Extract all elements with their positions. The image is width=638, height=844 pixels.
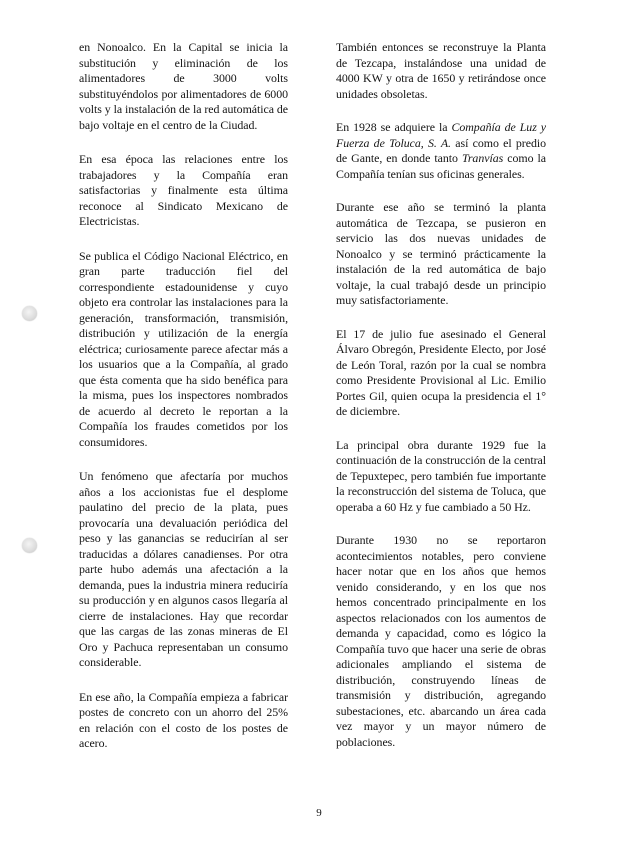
company-name: Tranvías	[461, 151, 504, 165]
text-run: En 1928 se adquiere la	[336, 120, 452, 134]
paragraph: Se publica el Código Nacional Eléctrico, en gran parte traducción fiel del correspondiente estadounidense y cuyo objeto era controlar las instalaciones para la generación, transformación, transmisión, distribución y utilización de la energía eléctrica; curiosamente parece afectar más a los usuarios que a la Compañía, al grado que ésta comenta que ha sido benéfica para la misma, pues los inspectores nombrados de acuerdo al decreto le reportan a la Compañía los fraudes cometidos por los consumidores.	[79, 248, 288, 449]
paragraph: Un fenómeno que afectaría por muchos años a los accionistas fue el desplome paulatino del precio de la plata, pues provocaría una devaluación periódica del peso y las ganancias se reducirían al ser traducidas a dólares canadienses. Por otra parte hubo además una afectación a la demanda, pues la industria minera reduciría su producción y en algunos casos llegaría al cierre de instalaciones. Hay que recordar que las cargas de las zonas mineras de El Oro y Pachuca representaban un consumo considerable.	[79, 469, 288, 669]
paragraph: Durante 1930 no se reportaron acontecimientos notables, pero conviene hacer notar que en los años que hemos venido considerando, y en los que nos hemos concentrado principalmente en los aspectos relacionados con los aumentos de demanda y capacidad, como es lógico la Compañía tuvo que hacer una serie de obras adicionales ampliando el sistema de distribución, construyendo líneas de transmisión y distribución, agregando subestaciones, etc. abarcando un área cada vez mayor y un mayor número de poblaciones.	[336, 533, 546, 749]
company-name: Compañía de Luz y Fuerza de Toluca, S. A.	[336, 120, 546, 150]
paragraph: La principal obra durante 1929 fue la continuación de la construcción de la central de Tepuxtepec, pero también fue importante la reconstrucción del sistema de Toluca, que operaba a 60 Hz y fue cambiado a 50 Hz.	[336, 437, 546, 514]
paragraph: El 17 de julio fue asesinado el General Álvaro Obregón, Presidente Electo, por José de León Toral, razón por la cual se nombra como Presidente Provisional al Lic. Emilio Portes Gil, quien ocupa la presidencia el 1° de diciembre.	[336, 326, 546, 418]
right-text-column	[336, 40, 546, 768]
punch-hole-mark	[22, 306, 37, 321]
text-run: así como el predio de Gante, en donde tanto	[336, 135, 546, 165]
paragraph: En ese año, la Compañía empieza a fabricar postes de concreto con un ahorro del 25% en relación con el costo de los postes de acero.	[79, 689, 288, 750]
paragraph	[336, 120, 546, 182]
paragraph: También entonces se reconstruye la Planta de Tezcapa, instalándose una unidad de 4000 KW y otra de 1650 y retirándose once unidades obsoletas.	[336, 40, 546, 101]
paragraph: Durante ese año se terminó la planta automática de Tezcapa, se pusieron en servicio las dos nuevas unidades de Nonoalco y se terminó prácticamente la instalación de la red automática de bajo voltaje, la cual trabajó desde un principio muy satisfactoriamente.	[336, 200, 546, 307]
punch-hole-mark	[22, 538, 37, 553]
left-text-column	[79, 40, 288, 771]
paragraph: en Nonoalco. En la Capital se inicia la substitución y eliminación de los alimentadores de 3000 volts substituyéndolos por alimentadores de 6000 volts y la instalación de la red automática de bajo voltaje en el centro de la Ciudad.	[79, 40, 289, 132]
paragraph: En esa época las relaciones entre los trabajadores y la Compañía eran satisfactorias y finalmente esta última reconoce al Sindicato Mexicano de Electricistas.	[79, 152, 288, 228]
page-number: 9	[316, 807, 322, 819]
text-run: como la Compañía tenían sus oficinas generales.	[336, 151, 547, 181]
